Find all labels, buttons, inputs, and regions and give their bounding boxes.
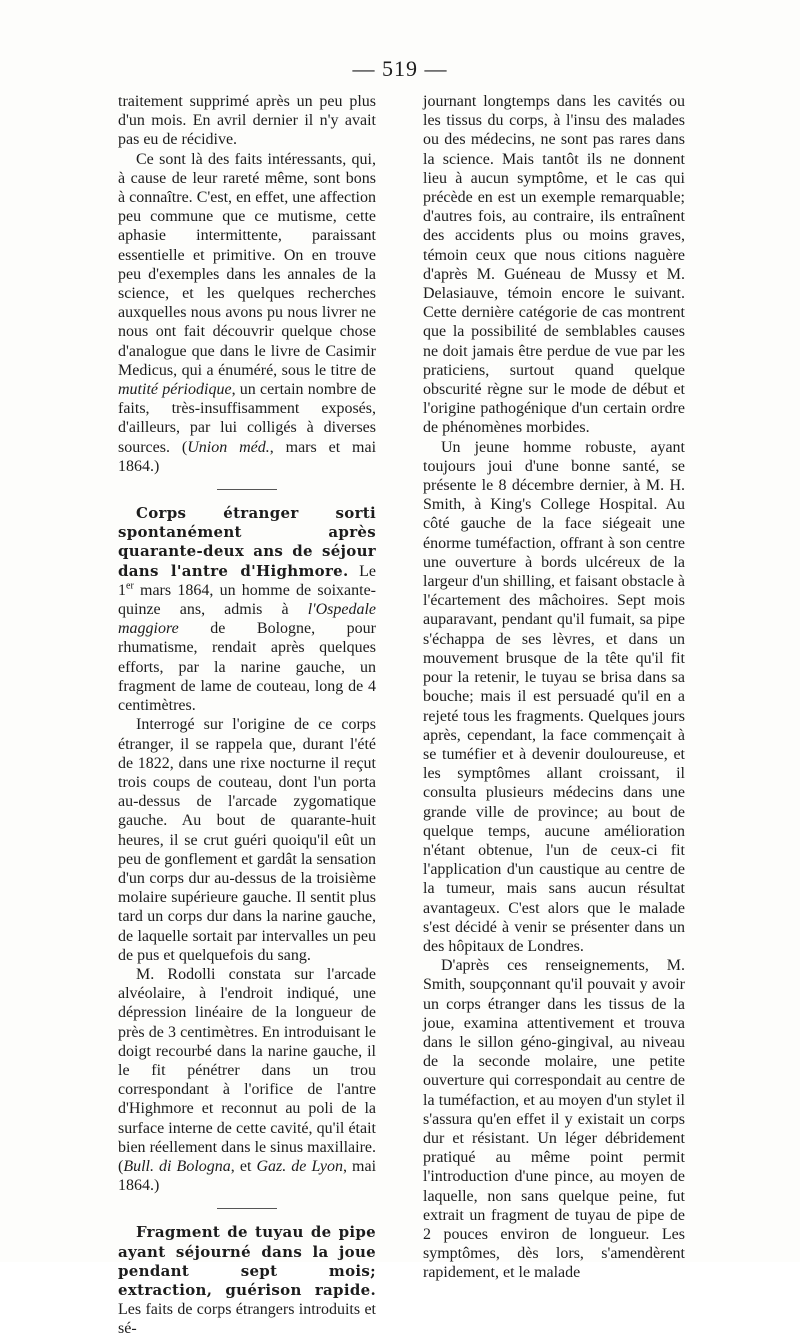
- paragraph-aphasia-commentary: [118, 150, 376, 476]
- section-divider: [217, 1208, 277, 1209]
- paragraph-rodolli: [118, 965, 376, 1195]
- section-heading: Fragment de tuyau de pipe ayant séjourné dans la joue pendant sept mois; extraction, guérison rapide.: [118, 1223, 376, 1299]
- text-run: M. Rodolli constata sur l'arcade alvéolaire, à l'endroit indiqué, une dépression linéaire de la longueur de près de 3 centimètres. En introduisant le doigt recourbé dans la narine gauche, il le fit pénétrer dans un trou correspondant à l'orifice de l'antre d'Highmore et reconnut au poli de la surface interne de cette cavité, qu'il était bien réellement dans le sinus maxillaire. (: [118, 965, 376, 1175]
- paragraph-continuation: journant longtemps dans les cavités ou les tissus du corps, à l'insu des malades ou des médecins, ne sont pas rares dans la science. Mais tantôt ils ne donnent lieu à aucun symptôme, et le cas qui précède en est un exemple remarquable; d'autres fois, au contraire, ils entraînent des accidents plus ou moins graves, témoin ceux que nous citions naguère d'après M. Guéneau de Mussy et M. Delasiauve, témoin encore le suivant. Cette dernière catégorie de cas montrent que la possibilité de semblables causes ne doit jamais être perdue de vue par les praticiens, surtout quand quelque obscurité règne sur le mode de début et l'origine pathogénique d'un certain ordre de phénomènes morbides.: [423, 93, 685, 437]
- right-column: [423, 92, 685, 1283]
- text-run: mars 1864, un homme de soixante-quinze ans, admis à: [118, 581, 376, 619]
- source-citation: Gaz. de Lyon: [256, 1157, 343, 1175]
- source-citation: Bull. di Bologna: [123, 1157, 231, 1175]
- left-column: [118, 92, 376, 1339]
- text-run: , mai 1864.): [118, 1157, 377, 1195]
- superscript: er: [126, 580, 134, 592]
- italic-term: l'Ospedale maggiore: [118, 601, 376, 638]
- paragraph-case-history: Un jeune homme robuste, ayant toujours joui d'une bonne santé, se présente le 8 décembre dernier, à M. H. Smith, à King's College Hospital. Au côté gauche de la face siégeait une énorme tuméfaction, offrant à son centre une ouverture à bords ulcéreux de la largeur d'un shilling, et faisant obstacle à l'écartement des mâchoires. Sept mois auparavant, pendant qu'il fumait, sa pipe s'échappa de ses lèvres, et dans un mouvement brusque de la tête qu'il fit pour la retenir, le tuyau se brisa dans sa bouche; mais il est persuadé qu'il en a rejeté tous les fragments. Quelques jours après, cependant, la face commençait à se tuméfier et à devenir douloureuse, et les symptômes allant croissant, il consulta plusieurs médecins dans une grande ville de province; au bout de quelque temps, aucune amélioration n'étant obtenue, l'un de ceux-ci fit l'application d'un caustique au centre de la tumeur, mais sans aucun résultat avantageux. C'est alors que le malade s'est décidé à venir se présenter dans un des hôpitaux de Londres.: [423, 438, 685, 955]
- paragraph-interrogation: Interrogé sur l'origine de ce corps étranger, il se rappela que, durant l'été de 1822, dans une rixe nocturne il reçut trois coups de couteau, dont l'un porta au-dessus de l'arcade zygomatique gauche. Au bout de quarante-huit heures, il se crut guéri quoiqu'il eût un peu de gonflement et gardât la sensation d'un corps dur au-dessus de la troisième molaire supérieure gauche. Il sentit plus tard un corps dur dans la narine gauche, de laquelle sortait par intervalles un peu de pus et quelquefois du sang.: [118, 716, 376, 964]
- paragraph-smith-examination: D'après ces renseignements, M. Smith, soupçonnant qu'il pouvait y avoir un corps étranger dans les tissus de la joue, examina attentivement et trouva dans le sillon géno-gingival, au niveau de la seconde molaire, une petite ouverture qui correspondait au centre de la tuméfaction, et au moyen d'un stylet il s'assura qu'en effet il y existait un corps dur et résistant. Un léger débridement pratiqué au même point permit l'introduction d'une pince, au moyen de laquelle, non sans quelque peine, fut extrait un fragment de tuyau de pipe de 2 pouces environ de longueur. Les symptômes, dès lors, s'amendèrent rapidement, et le malade: [423, 957, 685, 1282]
- paragraph-continuation: traitement supprimé après un peu plus d'un mois. En avril dernier il n'y avait pas eu de récidive.: [118, 93, 376, 149]
- italic-term: mutité périodique: [118, 381, 232, 399]
- text-run: Le 1: [118, 562, 376, 599]
- paragraph-pipe-fragment: [118, 1223, 376, 1338]
- text-run: , et: [230, 1157, 257, 1175]
- text-run: , un certain nombre de faits, très-insuffisamment exposés, d'ailleurs, par lui colligés à diverses sources. (: [118, 381, 377, 456]
- page-number: — 519 —: [352, 56, 448, 81]
- text-run: , mars et mai 1864.): [118, 438, 377, 475]
- section-divider: [217, 489, 277, 490]
- source-citation: Union méd.: [187, 438, 270, 456]
- text-run: de Bologne, pour rhumatisme, rendait après quelques efforts, par la narine gauche, un fragment de lame de couteau, long de 4 centimètres.: [118, 620, 376, 715]
- paragraph-foreign-body-highmore: [118, 504, 376, 715]
- text-run: Ce sont là des faits intéressants, qui, à cause de leur rareté même, sont bons à connaître. C'est, en effet, une affection peu commune que ce mutisme, cette aphasie intermittente, paraissant essentielle et primitive. On en trouve peu d'exemples dans les annales de la science, et les quelques recherches auxquelles nous avons pu nous livrer ne nous ont fait découvrir quelque chose d'analogue que dans le livre de Casimir Medicus, qui a énuméré, sous le titre de: [118, 150, 376, 379]
- text-run: Les faits de corps étrangers introduits et sé-: [118, 1301, 376, 1338]
- section-heading: Corps étranger sorti spontanément après quarante-deux ans de séjour dans l'antre d'Highmore.: [118, 504, 376, 580]
